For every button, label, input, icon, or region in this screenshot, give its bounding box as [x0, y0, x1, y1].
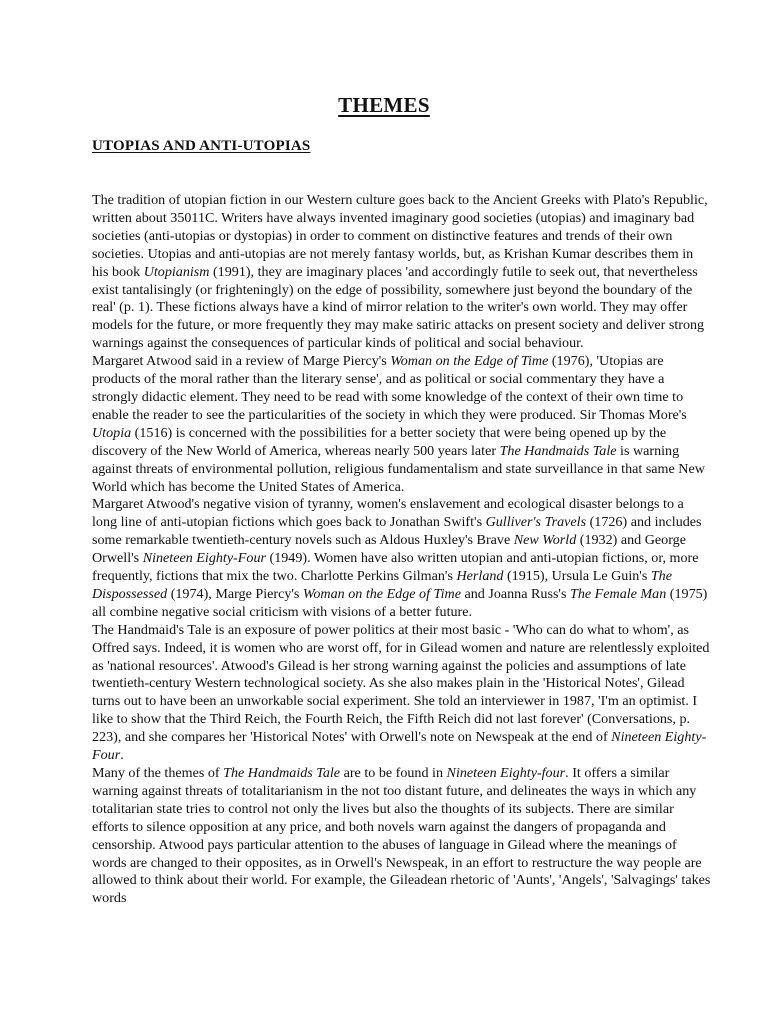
italic-title-text: Utopia: [92, 424, 132, 441]
paragraph-text: (1975) all combine negative social criticism with visions of a better future.: [92, 585, 708, 620]
body-paragraph: [92, 622, 712, 765]
paragraph-text: are to be found in: [340, 765, 447, 781]
italic-title-text: Nineteen Eighty-four: [446, 765, 566, 781]
paragraph-text: Margaret Atwood said in a review of Marge Piercy's: [92, 353, 391, 370]
paragraph-text: (1932) and George Orwell's: [92, 532, 686, 567]
italic-title-text: Herland: [456, 568, 504, 585]
body-paragraph: [92, 353, 712, 496]
paragraph-text: (1915), Ursula Le Guin's: [503, 568, 651, 585]
italic-title-text: The Handmaids Tale: [499, 442, 617, 459]
italic-title-text: Nineteen Eighty-Four: [142, 550, 266, 567]
italic-title-text: Utopianism: [143, 263, 210, 280]
section-heading: UTOPIAS AND ANTI-UTOPIAS: [92, 138, 311, 154]
italic-title-text: The Handmaids Tale: [223, 765, 341, 781]
body-text: [92, 192, 712, 908]
paragraph-text: Many of the themes of: [92, 765, 224, 781]
paragraph-text: (1949). Women have also written utopian and anti-utopian fictions, or, more frequently, fictions that mix the two. Charlotte Perkins Gilman's: [92, 550, 699, 585]
paragraph-text: (1726) and includes some remarkable twentieth-century novels such as Aldous Huxley's Brave: [92, 514, 702, 549]
paragraph-text: Margaret Atwood's negative vision of tyranny, women's enslavement and ecological disaster belongs to a long line of anti-utopian fictions which goes back to Jonathan Swift's: [92, 496, 684, 531]
paragraph-text: .: [120, 747, 124, 764]
page-title: THEMES: [338, 93, 430, 117]
paragraph-text: (1974), Marge Piercy's: [167, 585, 303, 602]
paragraph-text: (1976), 'Utopias are products of the moral rather than the literary sense', and as political or social commentary they have a strongly didactic element. They need to be read with some knowledge of the context of their own time to enable the reader to see the particularities of the society in which they were produced. Sir Thomas More's: [92, 353, 687, 423]
italic-title-text: New World: [513, 532, 577, 549]
italic-title-text: The Female Man: [569, 585, 667, 602]
paragraph-text: . It offers a similar warning against threats of totalitarianism in the not too distant future, and delineates the ways in which any totalitarian state tries to control not only the lives but also the thoughts of its subjects. There are similar efforts to silence opposition at any price, and both novels warn against the dangers of propaganda and censorship. Atwood pays particular attention to the abuses of language in Gilead where the meanings of words are changed to their opposites, as in Orwell's Newspeak, in an effort to restructure the way people are allowed to think about their world. For example, the Gileadean rhetoric of 'Aunts', 'Angels', 'Salvagings' takes words: [92, 765, 711, 907]
paragraph-text: The tradition of utopian fiction in our Western culture goes back to the Ancient Greeks with Plato's Republic, written about 35011C. Writers have always invented imaginary good societies (utopias) and imaginary bad societies (anti-utopias or dystopias) in order to comment on distinctive features and trends of their own societies. Utopias and anti-utopias are not merely fantasy worlds, but, as Krishan Kumar describes them in his book: [92, 192, 708, 280]
paragraph-text: (1516) is concerned with the possibilities for a better society that were being opened up by the discovery of the New World of America, whereas nearly 500 years later: [92, 424, 667, 459]
italic-title-text: Nineteen Eighty-Four: [92, 729, 707, 764]
body-paragraph: [92, 765, 712, 908]
italic-title-text: The Dispossessed: [92, 568, 672, 602]
paragraph-text: (1991), they are imaginary places 'and accordingly futile to seek out, that nevertheless exist tantalisingly (or frighteningly) on the edge of possibility, somewhere just beyond the boundary of the real' (p. 1). These fictions always have a kind of mirror relation to the writer's own world. They may offer models for the future, or more frequently they may make satiric attacks on present society and deliver strong warnings against the consequences of particular kinds of political and social behaviour.: [92, 263, 705, 352]
body-paragraph: [92, 192, 712, 353]
paragraph-text: is warning against threats of environmental pollution, religious fundamentalism and state surveillance in that same New World which has become the United States of America.: [92, 442, 705, 495]
paragraph-text: The Handmaid's Tale is an exposure of power politics at their most basic - 'Who can do what to whom', as Offred says. Indeed, it is women who are worst off, for in Gilead women and nature are relentlessly exploited as 'national resources'. Atwood's Gilead is her strong warning against the policies and assumptions of late twentieth-century Western technological society. As she also makes plain in the 'Historical Notes', Gilead turns out to have been an unworkable social experiment. She told an interviewer in 1987, 'I'm an optimist. I like to show that the Third Reich, the Fourth Reich, the Fifth Reich did not last forever' (Conversations, p. 223), and she compares her 'Historical Notes' with Orwell's note on Newspeak at the end of: [92, 621, 710, 746]
italic-title-text: Woman on the Edge of Time: [302, 585, 461, 602]
italic-title-text: Woman on the Edge of Time: [390, 353, 549, 370]
body-paragraph: [92, 496, 712, 621]
italic-title-text: Gulliver's Travels: [485, 514, 587, 531]
paragraph-text: and Joanna Russ's: [460, 585, 570, 602]
